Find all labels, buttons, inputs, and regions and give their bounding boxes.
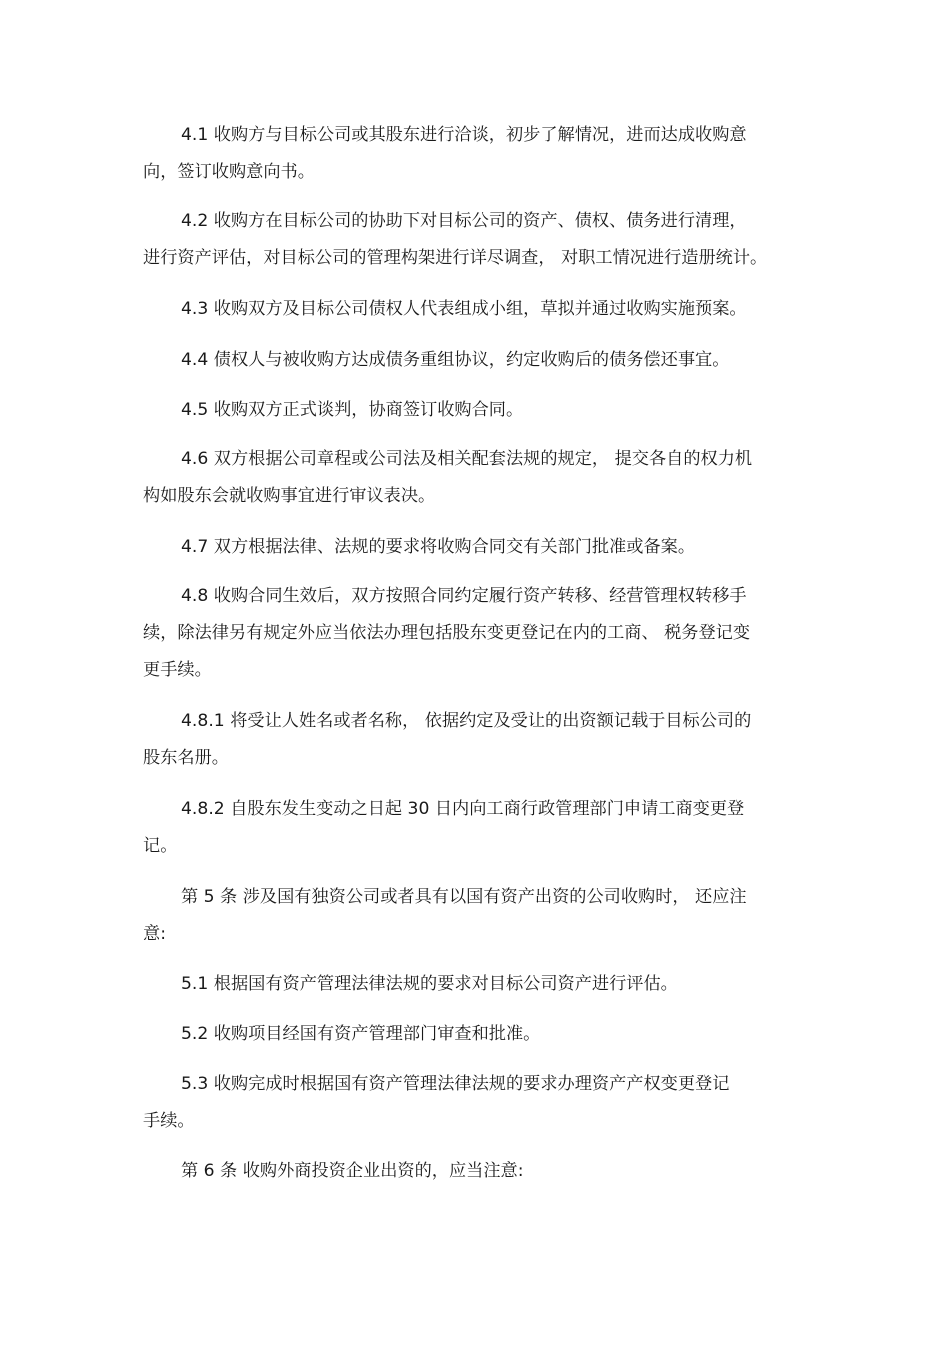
paragraph-line: 4.8.1 将受让人姓名或者名称， 依据约定及受让的出资额记载于目标公司的: [181, 711, 752, 731]
paragraph-line: 4.8.2 自股东发生变动之日起 30 日内向工商行政管理部门申请工商变更登: [181, 799, 745, 819]
article-5: [143, 879, 807, 953]
paragraph-line: 4.8 收购合同生效后，双方按照合同约定履行资产转移、经营管理权转移手: [181, 586, 747, 606]
paragraph-4-4: [143, 342, 807, 379]
paragraph-line: 记。: [143, 836, 178, 856]
paragraph-4-8: [143, 578, 807, 689]
paragraph-line: 5.1 根据国有资产管理法律法规的要求对目标公司资产进行评估。: [181, 974, 678, 994]
paragraph-line: 第 6 条 收购外商投资企业出资的，应当注意:: [181, 1161, 524, 1181]
paragraph-line: 向，签订收购意向书。: [143, 162, 315, 182]
paragraph-line: 第 5 条 涉及国有独资公司或者具有以国有资产出资的公司收购时， 还应注: [181, 887, 747, 907]
paragraph-line: 5.3 收购完成时根据国有资产管理法律法规的要求办理资产产权变更登记: [181, 1074, 730, 1094]
paragraph-line: 构如股东会就收购事宜进行审议表决。: [143, 486, 436, 506]
paragraph-5-1: [143, 966, 807, 1003]
paragraph-line: 4.6 双方根据公司章程或公司法及相关配套法规的规定， 提交各自的权力机: [181, 449, 753, 469]
paragraph-line: 4.3 收购双方及目标公司债权人代表组成小组，草拟并通过收购实施预案。: [181, 299, 747, 319]
paragraph-line: 4.7 双方根据法律、法规的要求将收购合同交有关部门批准或备案。: [181, 537, 696, 557]
paragraph-4-5: [143, 392, 807, 429]
paragraph-4-1: [143, 117, 807, 191]
paragraph-line: 手续。: [143, 1111, 195, 1131]
paragraph-4-6: [143, 441, 807, 515]
paragraph-4-8-2: [143, 791, 807, 865]
article-6: [143, 1153, 807, 1190]
paragraph-5-3: [143, 1066, 807, 1140]
paragraph-line: 4.5 收购双方正式谈判，协商签订收购合同。: [181, 400, 524, 420]
paragraph-line: 意:: [143, 924, 166, 944]
paragraph-line: 续，除法律另有规定外应当依法办理包括股东变更登记在内的工商、 税务登记变: [143, 623, 751, 643]
paragraph-4-7: [143, 529, 807, 566]
paragraph-4-2: [143, 203, 807, 277]
paragraph-line: 5.2 收购项目经国有资产管理部门审查和批准。: [181, 1024, 541, 1044]
paragraph-4-3: [143, 291, 807, 328]
paragraph-line: 4.4 债权人与被收购方达成债务重组协议，约定收购后的债务偿还事宜。: [181, 350, 730, 370]
paragraph-line: 更手续。: [143, 660, 212, 680]
paragraph-4-8-1: [143, 703, 807, 777]
paragraph-line: 4.2 收购方在目标公司的协助下对目标公司的资产、债权、债务进行清理，: [181, 211, 747, 231]
paragraph-5-2: [143, 1016, 807, 1053]
paragraph-line: 股东名册。: [143, 748, 229, 768]
paragraph-line: 4.1 收购方与目标公司或其股东进行洽谈，初步了解情况，进而达成收购意: [181, 125, 747, 145]
paragraph-line: 进行资产评估，对目标公司的管理构架进行详尽调查， 对职工情况进行造册统计。: [143, 248, 768, 268]
